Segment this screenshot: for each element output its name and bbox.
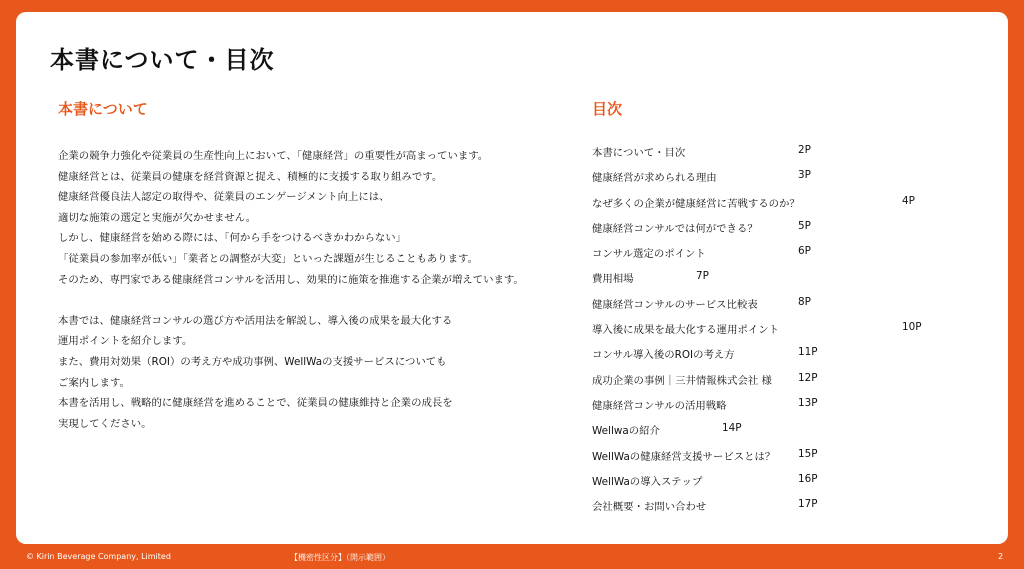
toc-item-label: 健康経営コンサルでは何ができる？ [592,222,758,235]
toc-item[interactable] [592,494,972,519]
toc-item-label: 費用相場 [592,273,634,286]
toc-item[interactable] [592,342,972,367]
toc-item-page: 8P [798,295,811,308]
toc-item-page: 14P [722,422,742,435]
toc-item-page: 12P [798,371,818,384]
page-title: 本書について・目次 [50,46,275,74]
about-line: 健康経営とは、従業員の健康を経営資源と捉え、積極的に支援する取り組みです。 [58,170,443,183]
about-line: しかし、健康経営を始める際には、「何から手をつけるべきかわからない」 [58,232,407,245]
toc-item-label: コンサル導入後のROIの考え方 [592,349,735,362]
toc-item-page: 4P [902,194,915,207]
toc-item[interactable] [592,393,972,418]
toc-item-page: 2P [798,144,811,156]
about-blank-line [58,290,588,311]
footer-page-number: 2 [998,552,1004,561]
toc-item-page: 15P [798,447,818,460]
toc-heading: 目次 [592,100,623,118]
toc-item-page: 10P [902,321,922,334]
toc-item-page: 13P [798,396,818,409]
about-heading: 本書について [58,100,148,118]
slide-card [16,12,1008,544]
toc-item-label: 成功企業の事例｜三井情報株式会社 様 [592,374,772,387]
toc-item-label: WellWaの健康経営支援サービスとは？ [592,450,776,463]
toc-item-page: 17P [798,498,818,511]
toc-item-page: 6P [798,245,811,258]
toc-item[interactable] [592,317,972,342]
toc-item[interactable] [592,368,972,393]
toc-item-label: 本書について・目次 [592,147,686,159]
about-line: ご案内します。 [58,376,130,389]
toc-item-page: 11P [798,346,818,359]
toc-item-page: 3P [798,169,811,182]
toc-item-label: 健康経営が求められる理由 [592,172,717,185]
about-line: そのため、専門家である健康経営コンサルを活用し、効果的に施策を推進する企業が増えています。 [58,273,524,286]
toc-item[interactable] [592,418,972,443]
toc-item[interactable] [592,266,972,291]
toc-item-label: 健康経営コンサルの活用戦略 [592,399,727,412]
toc-item[interactable] [592,165,972,190]
table-of-contents [592,140,972,519]
about-line: 企業の競争力強化や従業員の生産性向上において、「健康経営」の重要性が高まっています。 [58,150,489,162]
about-line: 適切な施策の選定と実施が欠かせません。 [58,211,257,224]
about-line: 実現してください。 [58,417,152,430]
toc-item[interactable] [592,140,972,165]
about-line: また、費用対効果（ROI）の考え方や成功事例、WellWaの支援サービスについても [58,355,447,368]
toc-item[interactable] [592,191,972,216]
footer-classification: 【機密性区分】（開示範囲） [290,553,390,562]
toc-item-label: WellWaの導入ステップ [592,475,703,488]
toc-item-label: コンサル選定のポイント [592,248,706,261]
toc-item[interactable] [592,292,972,317]
toc-item[interactable] [592,241,972,266]
toc-item-page: 7P [696,270,709,283]
about-line: 運用ポイントを紹介します。 [58,335,193,348]
toc-item-label: 導入後に成果を最大化する運用ポイント [592,324,780,337]
toc-item[interactable] [592,216,972,241]
toc-item-label: Wellwaの紹介 [592,425,660,438]
toc-item[interactable] [592,469,972,494]
about-line: 「従業員の参加率が低い」「業者との調整が大変」といった課題が生じることもあります。 [58,252,478,265]
toc-item-label: なぜ多くの企業が健康経営に苦戦するのか？ [592,197,800,210]
about-line: 本書では、健康経営コンサルの選び方や活用法を解説し、導入後の成果を最大化する [58,314,453,327]
toc-item-label: 会社概要・お問い合わせ [592,501,707,514]
footer-copyright: © Kirin Beverage Company, Limited [26,552,171,561]
toc-item-page: 5P [798,219,811,232]
toc-item-page: 16P [798,472,818,485]
about-body [58,146,588,434]
toc-item-label: 健康経営コンサルのサービス比較表 [592,298,758,311]
about-line: 本書を活用し、戦略的に健康経営を進めることで、従業員の健康維持と企業の成長を [58,397,453,410]
about-line: 健康経営優良法人認定の取得や、従業員のエンゲージメント向上には、 [58,191,390,204]
toc-item[interactable] [592,444,972,469]
